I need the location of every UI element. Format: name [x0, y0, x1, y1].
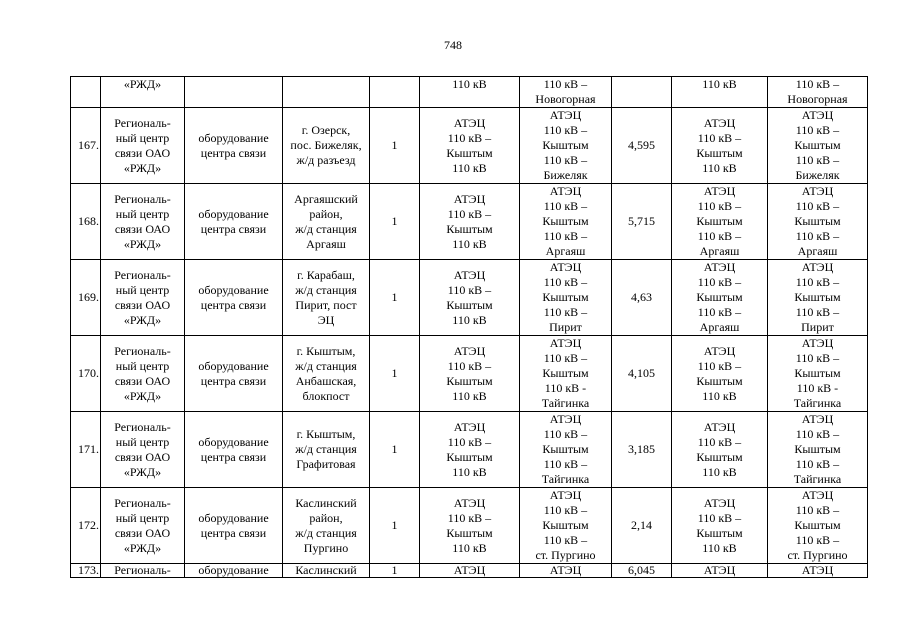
- cell-text-line: АТЭЦ: [703, 115, 736, 130]
- cell-text-line: 110 кВ –: [543, 457, 588, 471]
- cell-text-line: связи ОАО: [114, 525, 171, 540]
- cell-text-line: Каслинский: [295, 495, 357, 510]
- cell-text-line: 110 кВ –: [697, 358, 742, 373]
- cell-text-line: Кыштым: [794, 214, 841, 228]
- cell-text-line: АТЭЦ: [801, 336, 834, 350]
- cell-quantity: 1: [370, 108, 420, 184]
- table-row: [71, 184, 868, 260]
- cell-organization: [101, 260, 185, 336]
- cell-text-line: Тайгинка: [793, 396, 842, 410]
- cell-text-line: оборудование: [198, 510, 269, 525]
- cell-text-line: 110 кВ –: [697, 229, 742, 243]
- cell-text-line: АТЭЦ: [549, 563, 582, 577]
- cell-text-line: «РЖД»: [123, 312, 162, 327]
- cell-text-line: 110 кВ –: [795, 427, 840, 441]
- cell-text-line: 110 кВ –: [447, 358, 492, 373]
- cell-text-line: 110 кВ –: [795, 77, 840, 91]
- cell-location: [283, 77, 370, 108]
- cell-equipment: [185, 77, 283, 108]
- cell-text-line: АТЭЦ: [453, 267, 486, 282]
- cell-text-line: 110 кВ –: [447, 282, 492, 297]
- cell-text-line: АТЭЦ: [549, 108, 582, 122]
- cell-organization: [101, 184, 185, 260]
- cell-text-line: Кыштым: [696, 525, 743, 540]
- cell-text-line: 110 кВ –: [543, 199, 588, 213]
- cell-distance: 4,595: [612, 108, 672, 184]
- cell-quantity: 1: [370, 336, 420, 412]
- cell-alt-supply-center: [672, 260, 768, 336]
- cell-text-line: связи ОАО: [114, 145, 171, 160]
- cell-power-line: [520, 336, 612, 412]
- cell-text-line: связи ОАО: [114, 221, 171, 236]
- cell-alt-power-line: [768, 77, 868, 108]
- cell-text-line: район,: [309, 206, 343, 221]
- cell-distance: [612, 77, 672, 108]
- table-row: [71, 108, 868, 184]
- cell-text-line: центра связи: [200, 449, 267, 464]
- cell-alt-power-line: [768, 412, 868, 488]
- cell-text-line: АТЭЦ: [549, 488, 582, 502]
- cell-organization: [101, 412, 185, 488]
- cell-supply-center: [420, 77, 520, 108]
- cell-text-line: Кыштым: [794, 518, 841, 532]
- cell-text-line: 110 кВ –: [543, 533, 588, 547]
- cell-text-line: 110 кВ –: [697, 275, 742, 289]
- cell-quantity: 1: [370, 412, 420, 488]
- cell-supply-center: [420, 564, 520, 578]
- cell-text-line: 110 кВ: [702, 540, 737, 555]
- cell-text-line: ж/д разъезд: [296, 153, 356, 167]
- cell-alt-supply-center: [672, 564, 768, 578]
- cell-alt-power-line: [768, 260, 868, 336]
- cell-quantity: 1: [370, 260, 420, 336]
- cell-text-line: 110 кВ –: [447, 434, 492, 449]
- cell-text-line: АТЭЦ: [453, 419, 486, 434]
- cell-text-line: АТЭЦ: [703, 495, 736, 510]
- cell-text-line: Пирит: [801, 320, 834, 334]
- cell-text-line: АТЭЦ: [453, 563, 486, 577]
- cell-text-line: ный центр: [115, 206, 170, 221]
- cell-text-line: АТЭЦ: [453, 495, 486, 510]
- cell-equipment: [185, 108, 283, 184]
- cell-text-line: «РЖД»: [123, 77, 162, 91]
- cell-text-line: «РЖД»: [123, 540, 162, 555]
- cell-text-line: АТЭЦ: [549, 412, 582, 426]
- cell-text-line: связи ОАО: [114, 297, 171, 312]
- cell-row-number: 171.: [71, 412, 101, 488]
- cell-alt-supply-center: [672, 336, 768, 412]
- cell-text-line: центра связи: [200, 297, 267, 312]
- cell-text-line: Кыштым: [542, 518, 589, 532]
- cell-power-line: [520, 412, 612, 488]
- cell-quantity: 1: [370, 564, 420, 578]
- cell-power-line: [520, 488, 612, 564]
- cell-text-line: Региональ-: [114, 191, 171, 206]
- cell-text-line: 110 кВ –: [697, 510, 742, 525]
- cell-text-line: Аргаяш: [699, 320, 740, 334]
- cell-supply-center: [420, 108, 520, 184]
- cell-organization: [101, 108, 185, 184]
- cell-alt-supply-center: [672, 184, 768, 260]
- cell-text-line: 110 кВ –: [697, 199, 742, 213]
- table-row: [71, 412, 868, 488]
- cell-row-number: 168.: [71, 184, 101, 260]
- cell-organization: [101, 564, 185, 578]
- cell-text-line: район,: [309, 510, 343, 525]
- cell-text-line: АТЭЦ: [453, 115, 486, 130]
- page-number: 748: [444, 38, 462, 52]
- cell-text-line: Аргаяш: [545, 244, 586, 258]
- cell-text-line: 110 кВ –: [543, 123, 588, 137]
- cell-equipment: [185, 564, 283, 578]
- cell-text-line: 110 кВ: [452, 312, 487, 327]
- table-row: [71, 260, 868, 336]
- cell-text-line: Новогорная: [787, 92, 848, 106]
- cell-text-line: центра связи: [200, 221, 267, 236]
- cell-text-line: Кыштым: [696, 449, 743, 464]
- cell-text-line: АТЭЦ: [801, 260, 834, 274]
- cell-location: [283, 564, 370, 578]
- cell-quantity: [370, 77, 420, 108]
- cell-text-line: Кыштым: [696, 214, 743, 228]
- cell-text-line: «РЖД»: [123, 160, 162, 175]
- cell-text-line: «РЖД»: [123, 388, 162, 403]
- cell-text-line: оборудование: [198, 434, 269, 449]
- cell-text-line: 110 кВ –: [795, 123, 840, 137]
- cell-text-line: Кыштым: [794, 366, 841, 380]
- cell-equipment: [185, 488, 283, 564]
- cell-alt-supply-center: [672, 77, 768, 108]
- cell-text-line: 110 кВ –: [543, 77, 588, 91]
- cell-distance: 5,715: [612, 184, 672, 260]
- cell-quantity: 1: [370, 488, 420, 564]
- cell-text-line: центра связи: [200, 145, 267, 160]
- cell-text-line: Кыштым: [696, 145, 743, 160]
- cell-alt-supply-center: [672, 108, 768, 184]
- table-row: [71, 488, 868, 564]
- cell-equipment: [185, 336, 283, 412]
- cell-text-line: «РЖД»: [123, 464, 162, 479]
- cell-text-line: 110 кВ –: [543, 229, 588, 243]
- cell-text-line: Пирит, пост: [295, 297, 357, 312]
- cell-text-line: 110 кВ –: [795, 351, 840, 365]
- cell-text-line: Пирит: [549, 320, 582, 334]
- cell-text-line: 110 кВ –: [795, 305, 840, 319]
- cell-text-line: Кыштым: [446, 373, 493, 388]
- table-body: [71, 77, 868, 578]
- cell-distance: 3,185: [612, 412, 672, 488]
- cell-text-line: 110 кВ –: [447, 510, 492, 525]
- cell-distance: 6,045: [612, 564, 672, 578]
- cell-text-line: «РЖД»: [123, 236, 162, 251]
- cell-text-line: 110 кВ –: [543, 351, 588, 365]
- cell-supply-center: [420, 412, 520, 488]
- cell-text-line: г. Карабаш,: [297, 267, 355, 282]
- cell-text-line: 110 кВ –: [697, 305, 742, 319]
- cell-text-line: 110 кВ –: [795, 533, 840, 547]
- cell-text-line: 110 кВ –: [697, 130, 742, 145]
- cell-text-line: Региональ-: [114, 419, 171, 434]
- cell-text-line: Анбашская,: [295, 373, 357, 388]
- cell-text-line: ный центр: [115, 282, 170, 297]
- cell-location: [283, 336, 370, 412]
- cell-text-line: ный центр: [115, 434, 170, 449]
- cell-text-line: блокпост: [302, 388, 350, 403]
- cell-text-line: Кыштым: [542, 214, 589, 228]
- cell-text-line: 110 кВ: [702, 160, 737, 175]
- cell-text-line: ст. Пургино: [535, 548, 596, 562]
- cell-text-line: Кыштым: [446, 145, 493, 160]
- cell-supply-center: [420, 488, 520, 564]
- cell-text-line: 110 кВ: [452, 160, 487, 175]
- cell-text-line: ст. Пургино: [787, 548, 848, 562]
- cell-text-line: центра связи: [200, 525, 267, 540]
- cell-text-line: Тайгинка: [793, 472, 842, 486]
- cell-text-line: связи ОАО: [114, 373, 171, 388]
- cell-power-line: [520, 77, 612, 108]
- cell-text-line: Кыштым: [542, 366, 589, 380]
- cell-text-line: 110 кВ –: [543, 503, 588, 517]
- cell-text-line: оборудование: [198, 563, 269, 577]
- cell-text-line: оборудование: [198, 130, 269, 145]
- cell-text-line: Кыштым: [794, 138, 841, 152]
- cell-text-line: центра связи: [200, 373, 267, 388]
- cell-alt-power-line: [768, 336, 868, 412]
- cell-location: [283, 184, 370, 260]
- cell-power-line: [520, 184, 612, 260]
- cell-supply-center: [420, 260, 520, 336]
- cell-text-line: 110 кВ: [452, 464, 487, 479]
- cell-equipment: [185, 412, 283, 488]
- cell-text-line: ж/д станция: [295, 358, 357, 373]
- cell-text-line: Каслинский: [295, 563, 357, 577]
- cell-equipment: [185, 260, 283, 336]
- cell-text-line: ж/д станция: [295, 282, 357, 297]
- cell-text-line: Графитовая: [296, 457, 356, 471]
- cell-text-line: 110 кВ -: [544, 381, 587, 395]
- cell-text-line: 110 кВ –: [543, 275, 588, 289]
- table-row: [71, 564, 868, 578]
- cell-alt-power-line: [768, 564, 868, 578]
- cell-text-line: 110 кВ –: [795, 275, 840, 289]
- cell-text-line: 110 кВ: [452, 236, 487, 251]
- cell-text-line: АТЭЦ: [703, 260, 736, 274]
- cell-organization: [101, 77, 185, 108]
- cell-text-line: Пургино: [303, 540, 349, 555]
- cell-text-line: 110 кВ –: [447, 206, 492, 221]
- cell-text-line: г. Кыштым,: [296, 343, 356, 358]
- cell-text-line: связи ОАО: [114, 449, 171, 464]
- cell-text-line: ный центр: [115, 510, 170, 525]
- cell-text-line: АТЭЦ: [703, 184, 736, 198]
- cell-supply-center: [420, 336, 520, 412]
- document-table: [70, 76, 868, 578]
- cell-text-line: 110 кВ –: [543, 427, 588, 441]
- cell-text-line: 110 кВ: [452, 77, 487, 91]
- cell-distance: 2,14: [612, 488, 672, 564]
- cell-text-line: Региональ-: [114, 343, 171, 358]
- cell-location: [283, 108, 370, 184]
- cell-row-number: 167.: [71, 108, 101, 184]
- cell-text-line: Кыштым: [446, 525, 493, 540]
- cell-text-line: АТЭЦ: [549, 184, 582, 198]
- cell-text-line: Кыштым: [794, 290, 841, 304]
- cell-text-line: 110 кВ –: [795, 229, 840, 243]
- cell-supply-center: [420, 184, 520, 260]
- cell-text-line: ный центр: [115, 358, 170, 373]
- cell-text-line: 110 кВ: [452, 540, 487, 555]
- cell-text-line: 110 кВ: [452, 388, 487, 403]
- cell-text-line: Кыштым: [696, 373, 743, 388]
- cell-text-line: пос. Бижеляк,: [290, 138, 362, 152]
- cell-text-line: 110 кВ: [702, 464, 737, 479]
- cell-text-line: ж/д станция: [295, 221, 357, 236]
- cell-text-line: ЭЦ: [317, 312, 335, 327]
- cell-text-line: Кыштым: [794, 442, 841, 456]
- cell-text-line: 110 кВ: [702, 388, 737, 403]
- cell-text-line: Кыштым: [542, 442, 589, 456]
- cell-text-line: оборудование: [198, 282, 269, 297]
- cell-text-line: ж/д станция: [295, 442, 357, 456]
- cell-alt-power-line: [768, 108, 868, 184]
- cell-text-line: г. Озерск,: [301, 123, 351, 137]
- cell-organization: [101, 336, 185, 412]
- cell-row-number: 169.: [71, 260, 101, 336]
- cell-text-line: Кыштым: [446, 221, 493, 236]
- cell-text-line: АТЭЦ: [453, 343, 486, 358]
- cell-text-line: Кыштым: [446, 297, 493, 312]
- cell-text-line: АТЭЦ: [801, 563, 834, 577]
- cell-text-line: Кыштым: [542, 138, 589, 152]
- cell-text-line: 110 кВ –: [795, 199, 840, 213]
- cell-text-line: АТЭЦ: [703, 563, 736, 577]
- cell-text-line: ж/д станция: [295, 525, 357, 540]
- cell-organization: [101, 488, 185, 564]
- cell-text-line: Бижеляк: [543, 168, 588, 182]
- cell-text-line: 110 кВ –: [543, 153, 588, 167]
- cell-text-line: 110 кВ –: [795, 503, 840, 517]
- cell-text-line: Тайгинка: [541, 472, 590, 486]
- table-row: [71, 77, 868, 108]
- cell-text-line: АТЭЦ: [801, 488, 834, 502]
- cell-location: [283, 412, 370, 488]
- cell-text-line: АТЭЦ: [703, 419, 736, 434]
- cell-text-line: Региональ-: [114, 563, 171, 577]
- cell-distance: 4,63: [612, 260, 672, 336]
- cell-text-line: оборудование: [198, 358, 269, 373]
- cell-power-line: [520, 108, 612, 184]
- cell-row-number: [71, 77, 101, 108]
- cell-alt-power-line: [768, 184, 868, 260]
- cell-alt-power-line: [768, 488, 868, 564]
- cell-text-line: АТЭЦ: [801, 412, 834, 426]
- cell-text-line: Региональ-: [114, 267, 171, 282]
- cell-text-line: Новогорная: [535, 92, 596, 106]
- cell-location: [283, 260, 370, 336]
- cell-text-line: оборудование: [198, 206, 269, 221]
- cell-text-line: ный центр: [115, 130, 170, 145]
- cell-text-line: Региональ-: [114, 115, 171, 130]
- cell-text-line: 110 кВ –: [795, 457, 840, 471]
- cell-equipment: [185, 184, 283, 260]
- cell-text-line: Аргаяш: [306, 236, 346, 251]
- cell-text-line: 110 кВ –: [697, 434, 742, 449]
- cell-text-line: Кыштым: [446, 449, 493, 464]
- cell-text-line: Тайгинка: [541, 396, 590, 410]
- cell-row-number: 170.: [71, 336, 101, 412]
- cell-alt-supply-center: [672, 488, 768, 564]
- cell-text-line: 110 кВ -: [796, 381, 839, 395]
- cell-text-line: Бижеляк: [795, 168, 840, 182]
- cell-text-line: Региональ-: [114, 495, 171, 510]
- cell-text-line: АТЭЦ: [453, 191, 486, 206]
- cell-text-line: Аргаяш: [699, 244, 740, 258]
- cell-text-line: АТЭЦ: [549, 336, 582, 350]
- cell-text-line: 110 кВ –: [795, 153, 840, 167]
- cell-text-line: АТЭЦ: [801, 108, 834, 122]
- cell-text-line: АТЭЦ: [549, 260, 582, 274]
- cell-text-line: АТЭЦ: [703, 343, 736, 358]
- cell-text-line: 110 кВ –: [543, 305, 588, 319]
- cell-quantity: 1: [370, 184, 420, 260]
- cell-power-line: [520, 260, 612, 336]
- cell-location: [283, 488, 370, 564]
- cell-alt-supply-center: [672, 412, 768, 488]
- cell-text-line: 110 кВ –: [447, 130, 492, 145]
- cell-text-line: Аргаяшский: [294, 191, 358, 206]
- table-row: [71, 336, 868, 412]
- cell-text-line: 110 кВ: [702, 77, 737, 91]
- cell-text-line: Кыштым: [542, 290, 589, 304]
- cell-row-number: 172.: [71, 488, 101, 564]
- cell-text-line: г. Кыштым,: [296, 427, 356, 441]
- cell-distance: 4,105: [612, 336, 672, 412]
- cell-row-number: 173.: [71, 564, 101, 578]
- cell-text-line: АТЭЦ: [801, 184, 834, 198]
- cell-power-line: [520, 564, 612, 578]
- cell-text-line: Аргаяш: [797, 244, 838, 258]
- cell-text-line: Кыштым: [696, 290, 743, 304]
